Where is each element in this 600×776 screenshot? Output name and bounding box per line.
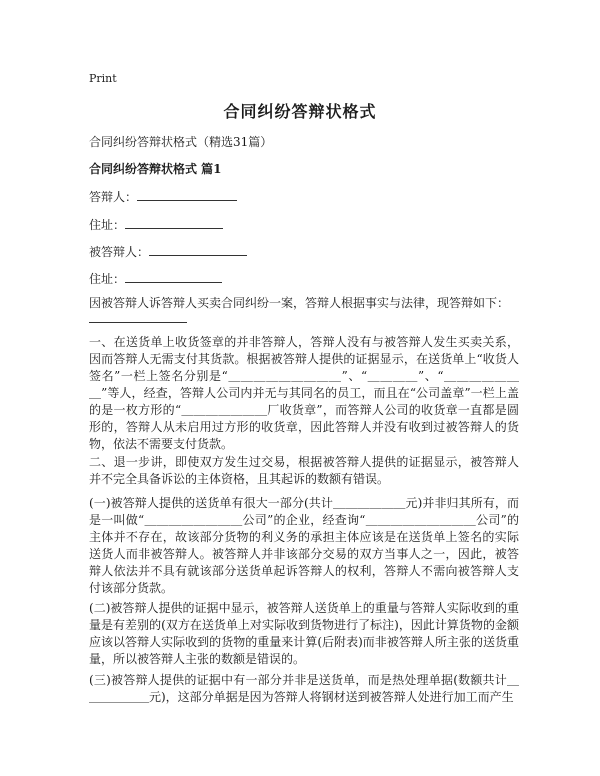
field-plaintiff [89,243,247,260]
document-subtitle: 合同纠纷答辩状格式（精选31篇） [89,135,273,149]
field-plaintiff-address [89,270,222,287]
blank-line [137,188,237,201]
paragraph-intro: 因被答辩人诉答辩人买卖合同纠纷一案，答辩人根据事实与法律，现答辩如下： [89,296,510,310]
field-label: 答辩人： [89,190,138,204]
blank-line [125,216,223,229]
field-label: 住址： [89,218,126,232]
paragraph-point-2-3: (三)被答辩人提供的证据中有一部分并非是送货单，而是热处理单据(数额共计＿＿＿＿＿＿元)，这部分单据是因为答辩人将钢材送到被答辩人处进行加工而产生 [89,673,519,704]
paragraph-point-1: 一、在送货单上收货签章的并非答辩人，答辩人没有与被答辩人发生买卖关系，因而答辩人无需支付其货款。根据被答辩人提供的证据显示，在送货单上“收货人签名”一栏上签名分别是“＿＿＿＿＿＿＿＿＿”、“＿＿＿＿”、“＿＿＿＿＿＿＿”等人，经查，答辩人公司内并无与其同名的员工，而且在“公司盖章”一栏上盖的是一枚方形的“＿＿＿＿＿＿＿厂收货章”，而答辩人公司的收货章一直都是圆形的，答辩人从未启用过方形的收货章，因此答辩人并没有收到过被答辩人的货物，依法不需要支付货款。 [89,335,519,451]
blank-line [125,270,222,283]
blank-line [89,322,187,323]
paragraph-point-2-2: (二)被答辩人提供的证据中显示，被答辩人送货单上的重量与答辩人实际收到的重量是有差别的(双方在送货单上对实际收到货物进行了标注)，因此计算货物的金额应该以答辩人实际收到的货物的重量来计算(后附表)而非被答辩人所主张的送货重量，所以被答辩人主张的数额是错误的。 [89,601,519,666]
document-title: 合同纠纷答辩状格式 [223,102,377,121]
field-label: 住址： [89,272,126,286]
paragraph-point-2: 二、退一步讲，即使双方发生过交易，根据被答辩人提供的证据显示，被答辩人并不完全具备诉讼的主体资格，且其起诉的数额有错误。 [89,455,519,486]
field-label: 被答辩人： [89,245,150,259]
field-respondent [89,188,237,205]
field-respondent-address [89,216,223,233]
blank-line [149,243,247,256]
section-heading: 合同纠纷答辩状格式 篇1 [89,162,222,176]
print-link[interactable]: Print [89,72,117,85]
paragraph-point-2-1: (一)被答辩人提供的送货单有很大一部分(共计＿＿＿＿＿＿元)并非归其所有，而是一叫做“＿＿＿＿＿＿＿＿公司”的企业，经查询“＿＿＿＿＿＿＿＿＿公司”的主体并不存在，故该部分货物的利义务的承担主体应该是在送货单上签名的实际送货人而非被答辩人。被答辩人并非该部分交易的双方当事人之一，因此，被答辩人依法并不具有就该部分送货单起诉答辩人的权利，答辩人不需向被答辩人支付该部分货款。 [89,496,519,595]
